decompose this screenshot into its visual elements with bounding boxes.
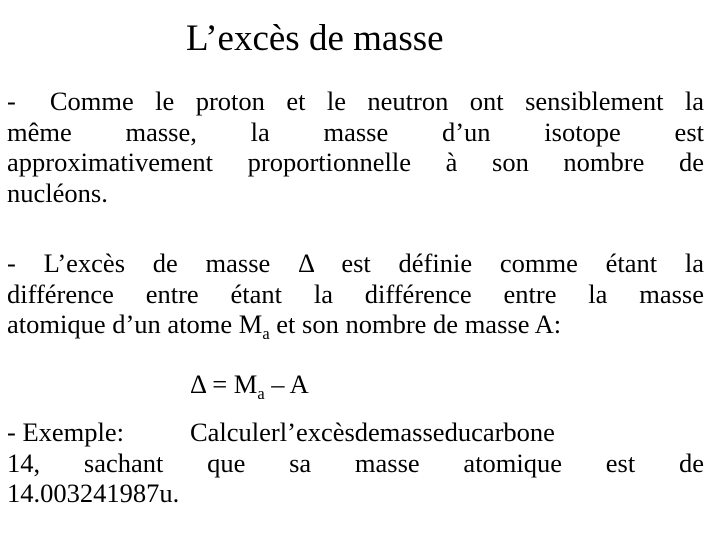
paragraph-mass-excess-definition	[7, 248, 704, 343]
paragraph-line: même masse, la masse d’un isotope est	[7, 116, 704, 147]
paragraph-line: - L’excès de masse Δ est définie comme étant la	[7, 248, 704, 278]
paragraph-line: approximativement proportionnelle à son nombre de	[7, 147, 704, 177]
example-text: Calculerl’excèsdemasseducarbone	[190, 417, 555, 447]
paragraph-text: atomique d’un atome M	[7, 309, 263, 339]
paragraph-isotope-mass	[7, 86, 704, 208]
paragraph-text: et son nombre de masse A:	[269, 309, 562, 339]
paragraph-line: 14, sachant que sa masse atomique est de	[7, 447, 704, 478]
subscript-a: a	[262, 323, 270, 343]
paragraph-line	[7, 417, 704, 448]
paragraph-line: différence entre étant la différence entre la masse	[7, 278, 704, 309]
paragraph-line: nucléons.	[7, 177, 108, 208]
paragraph-line: 14.003241987u.	[7, 478, 180, 508]
paragraph-line	[7, 309, 704, 343]
formula-text: – A	[264, 369, 309, 399]
mass-excess-formula	[190, 368, 309, 403]
paragraph-text: Comme le proton et le neutron ont sensiblement la	[49, 86, 704, 116]
bullet-dash: -	[7, 86, 16, 116]
example-label: - Exemple:	[7, 417, 124, 447]
paragraph-line	[7, 86, 704, 117]
slide-title: L’excès de masse	[186, 18, 444, 59]
formula-subscript: a	[257, 383, 265, 403]
paragraph-example	[7, 417, 704, 509]
formula-text: Δ = M	[190, 369, 258, 399]
